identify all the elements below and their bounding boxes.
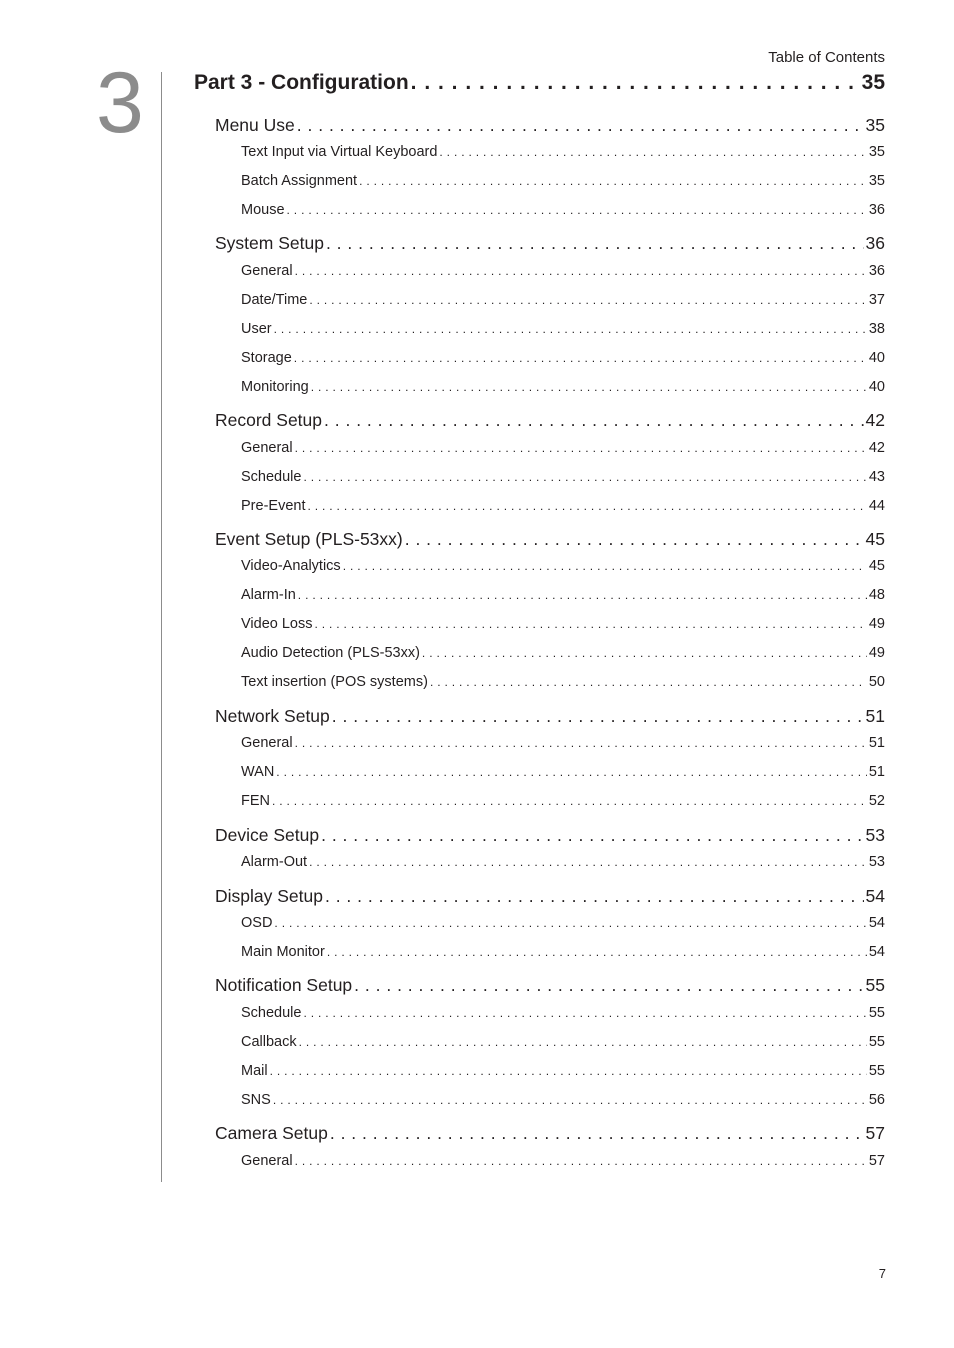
toc-dot-leader (307, 499, 866, 513)
toc-entry-label: General (241, 440, 293, 456)
toc-entry-label: Date/Time (241, 292, 308, 308)
toc-subsection-entry[interactable] (241, 764, 885, 780)
toc-dot-leader (295, 441, 867, 455)
toc-dot-leader (299, 1035, 867, 1049)
toc-subsection-entry[interactable] (241, 173, 885, 189)
toc-entry-page: 45 (868, 558, 885, 574)
toc-entry-label: Part 3 - Configuration (194, 71, 409, 94)
toc-entry-label: Audio Detection (PLS-53xx) (241, 645, 420, 661)
toc-entry-page: 40 (868, 350, 885, 366)
toc-entry-label: FEN (241, 793, 270, 809)
toc-dot-leader (354, 975, 863, 996)
toc-entry-label: Menu Use (215, 115, 295, 135)
toc-entry-label: System Setup (215, 233, 324, 253)
toc-entry-label: Schedule (241, 469, 302, 485)
toc-entry-page: 57 (868, 1153, 885, 1169)
toc-dot-leader (295, 736, 867, 750)
toc-entry-label: Storage (241, 350, 292, 366)
toc-entry-page: 55 (868, 1034, 885, 1050)
toc-dot-leader (325, 886, 864, 907)
toc-entry-page: 54 (868, 915, 885, 931)
toc-entry-label: General (241, 263, 293, 279)
toc-subsection-entry[interactable] (241, 1153, 885, 1169)
toc-dot-leader (405, 529, 864, 550)
toc-entry-page: 53 (868, 854, 885, 870)
toc-entry-label: Callback (241, 1034, 297, 1050)
toc-subsection-entry[interactable] (241, 854, 885, 870)
toc-entry-label: Pre-Event (241, 498, 306, 514)
toc-entry-label: Video Loss (241, 616, 313, 632)
toc-entry-page: 54 (865, 886, 885, 906)
toc-subsection-entry[interactable] (241, 1005, 885, 1021)
toc-entry-label: Camera Setup (215, 1123, 328, 1143)
toc-entry-page: 51 (865, 706, 885, 726)
toc-dot-leader (297, 115, 864, 136)
toc-subsection-entry[interactable] (241, 1092, 885, 1108)
toc-subsection-entry[interactable] (241, 144, 885, 160)
toc-entry-label: Text insertion (POS systems) (241, 674, 428, 690)
toc-entry-label: Video-Analytics (241, 558, 341, 574)
toc-entry-label: Notification Setup (215, 975, 353, 995)
toc-dot-leader (330, 1123, 864, 1144)
toc-subsection-entry[interactable] (241, 558, 885, 574)
toc-dot-leader (287, 203, 867, 217)
toc-dot-leader (430, 675, 867, 689)
toc-subsection-entry[interactable] (241, 321, 885, 337)
toc-subsection-entry[interactable] (241, 793, 885, 809)
toc-entry-page: 38 (868, 321, 885, 337)
toc-entry-page: 42 (865, 410, 885, 430)
toc-subsection-entry[interactable] (241, 735, 885, 751)
toc-dot-leader (274, 322, 867, 336)
toc-dot-leader (439, 145, 866, 159)
toc-entry-label: Main Monitor (241, 944, 325, 960)
toc-dot-leader (295, 264, 867, 278)
toc-entry-page: 45 (865, 529, 885, 549)
toc-subsection-entry[interactable] (241, 350, 885, 366)
page-number: 7 (878, 1266, 886, 1281)
toc-entry-page: 52 (868, 793, 885, 809)
toc-subsection-entry[interactable] (241, 1034, 885, 1050)
toc-dot-leader (332, 706, 864, 727)
toc-entry-page: 51 (868, 764, 885, 780)
toc-dot-leader (422, 646, 867, 660)
toc-entry-label: General (241, 1153, 293, 1169)
toc-entry-label: Mouse (241, 202, 285, 218)
toc-dot-leader (294, 351, 867, 365)
toc-entry-page: 54 (868, 944, 885, 960)
toc-dot-leader (274, 916, 866, 930)
toc-entry-label: Network Setup (215, 706, 330, 726)
toc-entry-label: Batch Assignment (241, 173, 358, 189)
toc-dot-leader (276, 765, 867, 779)
toc-entry-label: Alarm-Out (241, 854, 308, 870)
toc-entry-page: 40 (868, 379, 885, 395)
toc-entry-page: 50 (868, 674, 885, 690)
toc-entry-label: OSD (241, 915, 273, 931)
toc-entry-page: 35 (868, 144, 885, 160)
toc-entry-label: Device Setup (215, 825, 320, 845)
toc-entry-label: Monitoring (241, 379, 309, 395)
toc-entry-page: 53 (865, 825, 885, 845)
toc-subsection-entry[interactable] (241, 498, 885, 514)
toc-section-entry[interactable] (215, 975, 885, 996)
toc-entry-label: Alarm-In (241, 587, 296, 603)
toc-entry-label: WAN (241, 764, 275, 780)
toc-subsection-entry[interactable] (241, 292, 885, 308)
toc-dot-leader (309, 293, 867, 307)
toc-entry-page: 49 (868, 616, 885, 632)
toc-subsection-entry[interactable] (241, 440, 885, 456)
toc-subsection-entry[interactable] (241, 379, 885, 395)
toc-dot-leader (326, 233, 864, 254)
toc-entry-page: 36 (865, 233, 885, 253)
toc-dot-leader (272, 794, 867, 808)
toc-entry-page: 36 (868, 263, 885, 279)
toc-dot-leader (298, 588, 867, 602)
toc-dot-leader (311, 380, 867, 394)
toc-section-entry[interactable] (215, 529, 885, 550)
toc-entry-label: General (241, 735, 293, 751)
toc-entry-page: 37 (868, 292, 885, 308)
toc-dot-leader (359, 174, 867, 188)
toc-dot-leader (327, 945, 867, 959)
toc-dot-leader (309, 855, 867, 869)
toc-entry-page: 35 (865, 115, 885, 135)
toc-entry-page: 51 (868, 735, 885, 751)
toc-entry-page: 55 (868, 1005, 885, 1021)
toc-section-entry[interactable] (215, 706, 885, 727)
part-number: 3 (96, 55, 144, 151)
toc-section-entry[interactable] (215, 1123, 885, 1144)
toc-dot-leader (270, 1064, 867, 1078)
toc-dot-leader (314, 617, 866, 631)
toc-entry-label: Mail (241, 1063, 268, 1079)
toc-entry-page: 48 (868, 587, 885, 603)
toc-section-entry[interactable] (215, 886, 885, 907)
toc-section-entry[interactable] (215, 825, 885, 846)
toc-subsection-entry[interactable] (241, 587, 885, 603)
toc-entry-page: 57 (865, 1123, 885, 1143)
toc-subsection-entry[interactable] (241, 944, 885, 960)
toc-subsection-entry[interactable] (241, 202, 885, 218)
toc-subsection-entry[interactable] (241, 469, 885, 485)
toc-entry-label: Text Input via Virtual Keyboard (241, 144, 438, 160)
toc-entry-page: 56 (868, 1092, 885, 1108)
toc-entry-page: 36 (868, 202, 885, 218)
toc-subsection-entry[interactable] (241, 263, 885, 279)
toc-dot-leader (273, 1093, 867, 1107)
toc-entry-page: 55 (865, 975, 885, 995)
toc-dot-leader (303, 470, 866, 484)
toc-entry-page: 35 (861, 71, 885, 94)
toc-entry-page: 44 (868, 498, 885, 514)
toc-dot-leader (343, 559, 867, 573)
toc-subsection-entry[interactable] (241, 616, 885, 632)
toc-entry-page: 35 (868, 173, 885, 189)
toc-dot-leader (295, 1154, 867, 1168)
toc-entry-label: SNS (241, 1092, 271, 1108)
toc-dot-leader (321, 825, 863, 846)
toc-entry-label: Schedule (241, 1005, 302, 1021)
toc-dot-leader (324, 410, 864, 431)
toc-subsection-entry[interactable] (241, 1063, 885, 1079)
toc-part-entry[interactable] (194, 71, 885, 95)
toc-section-entry[interactable] (215, 115, 885, 136)
toc-subsection-entry[interactable] (241, 645, 885, 661)
toc-entry-page: 49 (868, 645, 885, 661)
toc-subsection-entry[interactable] (241, 915, 885, 931)
toc-entry-label: Event Setup (PLS-53xx) (215, 529, 403, 549)
toc-entry-label: Display Setup (215, 886, 323, 906)
toc-dot-leader (411, 71, 860, 95)
toc-section-entry[interactable] (215, 233, 885, 254)
toc-subsection-entry[interactable] (241, 674, 885, 690)
toc-entry-page: 43 (868, 469, 885, 485)
toc-section-entry[interactable] (215, 410, 885, 431)
running-header: Table of Contents (768, 49, 885, 66)
toc-entry-label: Record Setup (215, 410, 323, 430)
toc-entry-page: 55 (868, 1063, 885, 1079)
toc-entry-page: 42 (868, 440, 885, 456)
toc-dot-leader (303, 1006, 866, 1020)
toc-entry-label: User (241, 321, 272, 337)
